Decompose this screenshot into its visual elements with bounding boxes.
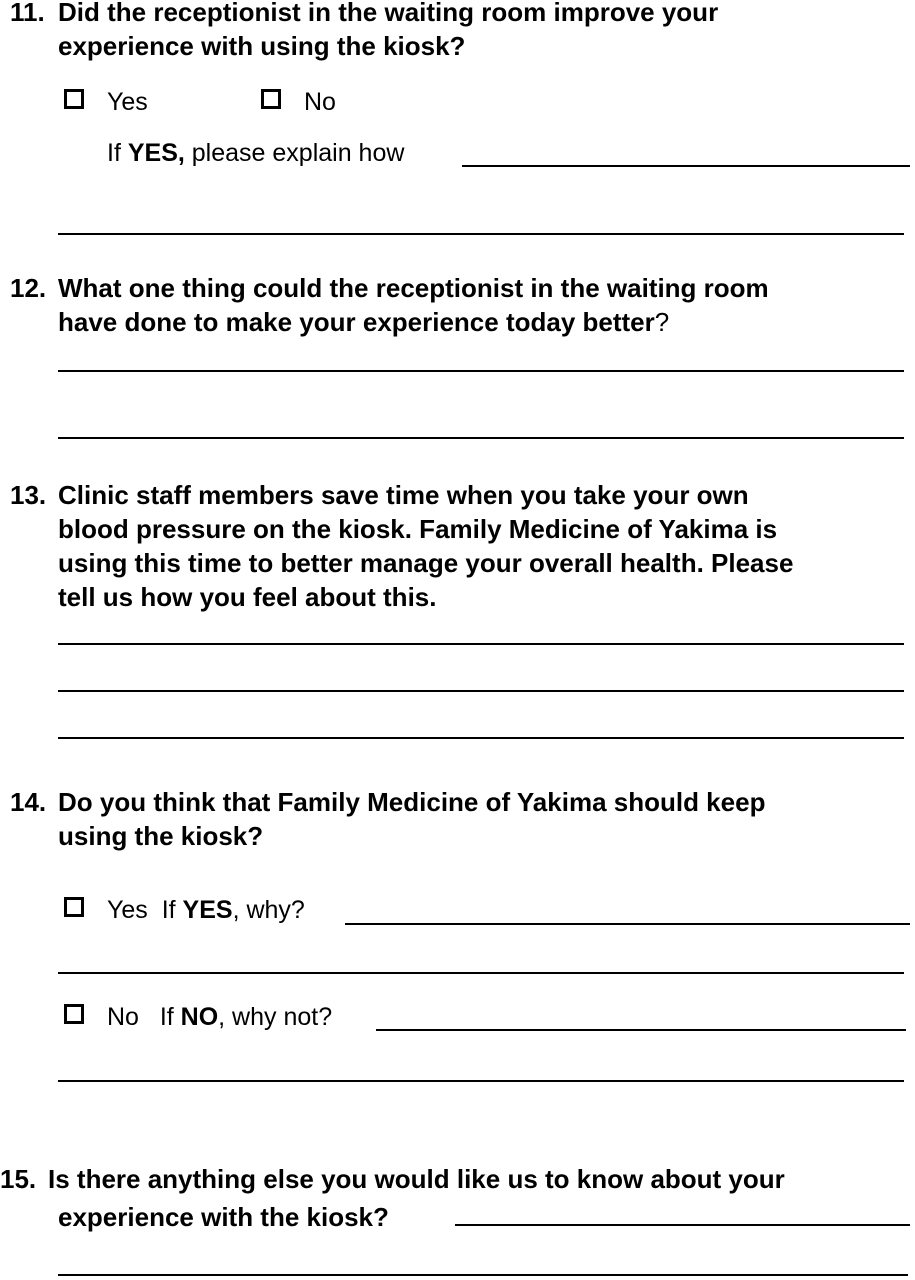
q11-answer-line-1[interactable]: [462, 165, 910, 167]
q13-answer-line-2[interactable]: [58, 690, 904, 692]
question-11-number: 11.: [10, 0, 45, 27]
q11-answer-line-2[interactable]: [58, 233, 904, 235]
q11-explain-suffix: please explain how: [184, 139, 405, 167]
question-11-line-1: Did the receptionist in the waiting room improve your: [58, 0, 719, 27]
q14-no-checkbox[interactable]: [64, 1004, 84, 1024]
question-14-number: 14.: [10, 787, 47, 817]
q14-yes-answer-line-2[interactable]: [58, 972, 904, 974]
q14-no-label: No: [107, 1003, 139, 1031]
q11-explain-bold: YES,: [127, 139, 185, 167]
q12-answer-line-2[interactable]: [58, 437, 904, 439]
q11-explain-prefix: If: [107, 139, 128, 167]
question-13-line-1: Clinic staff members save time when you take your own: [58, 480, 749, 510]
question-15-line-1: Is there anything else you would like us to know about your: [48, 1164, 785, 1194]
question-14-line-2: using the kiosk?: [58, 821, 264, 851]
question-12-line-1: What one thing could the receptionist in the waiting room: [58, 273, 769, 303]
question-12-line-2: have done to make your experience today better: [58, 307, 655, 337]
question-15-line-2: experience with the kiosk?: [58, 1202, 389, 1232]
question-13-line-2: blood pressure on the kiosk. Family Medicine of Yakima is: [58, 514, 778, 544]
q13-answer-line-1[interactable]: [58, 643, 904, 645]
question-14-line-1: Do you think that Family Medicine of Yakima should keep: [58, 787, 766, 817]
q15-answer-line-2[interactable]: [58, 1274, 908, 1276]
q14-no-prompt: [107, 1002, 332, 1032]
question-12-line-2-end: ?: [654, 307, 670, 337]
q14-no-answer-line-2[interactable]: [58, 1080, 904, 1082]
q14-yes-prefix: If: [161, 896, 183, 924]
q13-answer-line-3[interactable]: [58, 737, 904, 739]
question-13-number: 13.: [10, 480, 47, 510]
q11-no-label: No: [304, 88, 336, 116]
q14-yes-label: Yes: [107, 896, 148, 924]
question-13-line-4: tell us how you feel about this.: [58, 582, 437, 612]
question-12-line-2-wrap: [58, 305, 669, 339]
q14-no-prefix: If: [159, 1003, 181, 1031]
q14-no-bold: NO: [180, 1003, 219, 1031]
q14-no-answer-line-1[interactable]: [376, 1029, 906, 1031]
q12-answer-line-1[interactable]: [58, 370, 904, 372]
q14-no-suffix: , why not?: [218, 1003, 333, 1031]
q14-yes-checkbox[interactable]: [64, 897, 84, 917]
question-13-line-3: using this time to better manage your overall health. Please: [58, 548, 794, 578]
q11-yes-checkbox[interactable]: [64, 89, 84, 109]
question-12-number: 12.: [10, 273, 47, 303]
q14-yes-bold: YES: [182, 896, 233, 924]
q14-yes-answer-line-1[interactable]: [345, 923, 910, 925]
question-15-number: 15.: [0, 1164, 37, 1194]
q11-explain-prompt: [107, 138, 404, 168]
q14-yes-prompt: [107, 895, 305, 925]
q11-yes-label: Yes: [107, 88, 148, 116]
q15-answer-line-1[interactable]: [455, 1224, 910, 1226]
question-11-line-2: experience with using the kiosk?: [58, 31, 466, 61]
q11-no-checkbox[interactable]: [261, 89, 281, 109]
q14-yes-suffix: , why?: [232, 896, 305, 924]
